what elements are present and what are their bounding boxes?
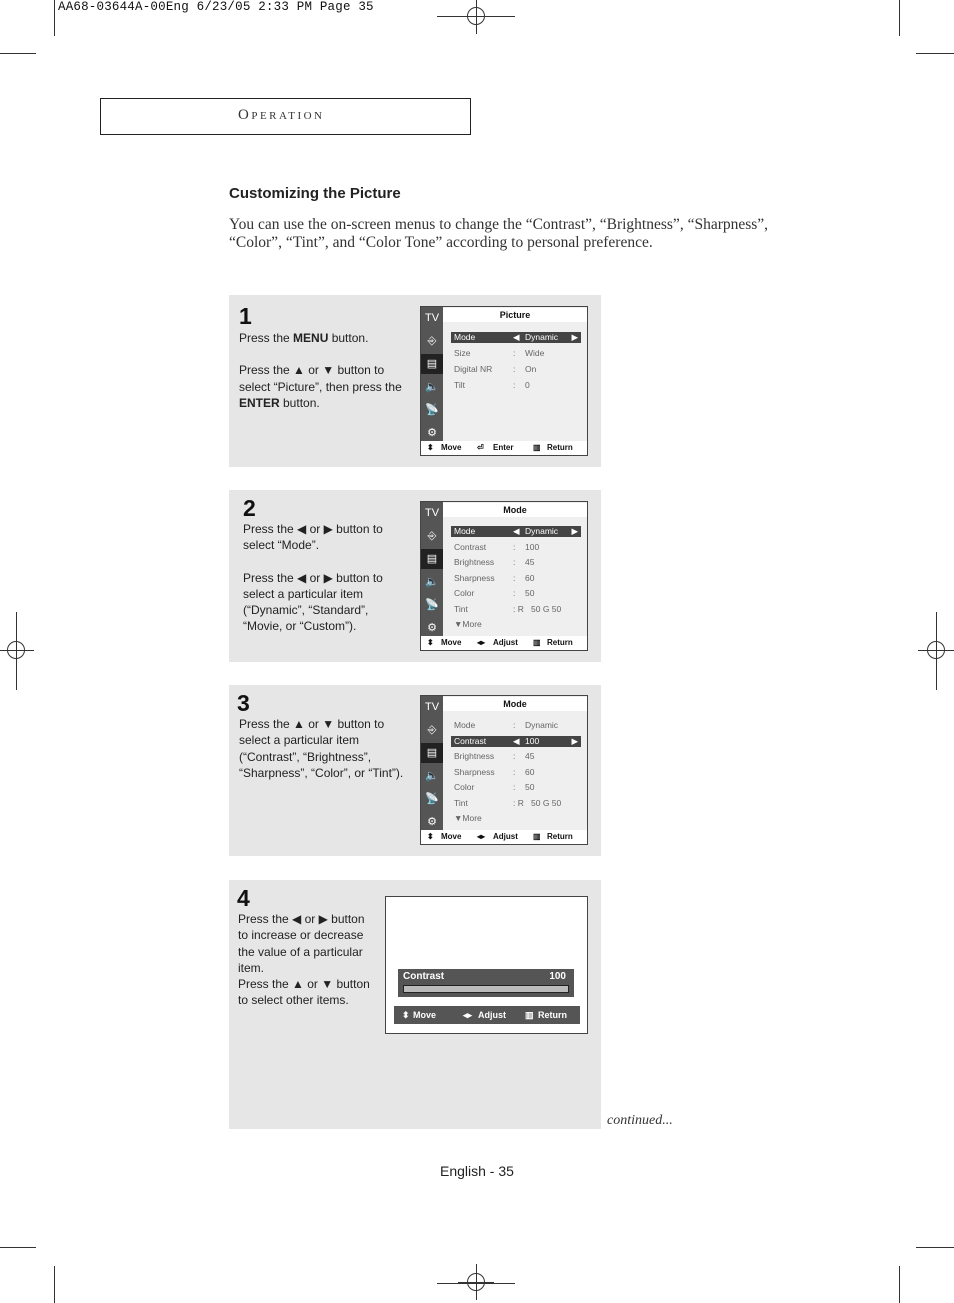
- input-icon: ⎆: [427, 530, 437, 542]
- step-1-panel: [229, 295, 601, 467]
- osd-menu-row: [451, 604, 581, 615]
- osd-row-label: Brightness: [454, 751, 495, 761]
- osd-menu-row: [451, 332, 581, 343]
- setup-icon: ⚙: [427, 622, 437, 634]
- osd-menu-row: [451, 380, 581, 391]
- osd-row-value: 0: [525, 380, 530, 390]
- move-icon: ⬍: [427, 638, 434, 647]
- osd-row-colon: :: [513, 751, 516, 761]
- tv-label: TV: [424, 507, 440, 519]
- osd-icon-column: [421, 696, 443, 830]
- step-number: 1: [239, 303, 252, 329]
- osd-footer: [421, 830, 587, 844]
- footer-move: Move: [441, 638, 462, 647]
- step-number: 2: [243, 495, 256, 521]
- osd-menu-row: [451, 619, 581, 630]
- osd-footer: [421, 636, 587, 650]
- osd-row-value: 50: [525, 782, 535, 792]
- osd-row-label: Mode: [454, 332, 476, 342]
- page-title: Customizing the Picture: [229, 185, 401, 202]
- footer-return: Return: [547, 638, 573, 647]
- osd-menu-title: Mode: [443, 503, 587, 517]
- osd-row-label: Digital NR: [454, 364, 493, 374]
- osd-menu-row: [451, 767, 581, 778]
- right-arrow-icon: ▶: [571, 526, 578, 536]
- osd-menu-row: [451, 751, 581, 762]
- picture-icon: ▤: [421, 549, 443, 569]
- contrast-bar-value: 100: [549, 971, 566, 982]
- osd-menu-row: [451, 798, 581, 809]
- osd-row-colon: : R: [513, 797, 524, 808]
- osd-mode-menu: [420, 695, 588, 845]
- footer-return: Return: [538, 1010, 567, 1020]
- crop-mark: [0, 53, 36, 54]
- crop-mark: [936, 612, 937, 690]
- osd-row-value: 100: [525, 541, 540, 552]
- osd-row-label: Contrast: [454, 541, 487, 552]
- osd-row-label: Mode: [454, 720, 476, 730]
- sound-icon: 🔈: [425, 576, 439, 588]
- contrast-bar-label: Contrast: [403, 971, 445, 982]
- osd-row-colon: :: [513, 348, 516, 358]
- osd-menu-row: [451, 736, 581, 747]
- osd-row-value: 45: [525, 557, 535, 567]
- osd-panel: [443, 502, 587, 636]
- osd-row-colon: :: [513, 380, 516, 390]
- picture-icon: ▤: [421, 354, 443, 374]
- osd-menu-title: Mode: [443, 697, 587, 711]
- left-arrow-icon: ◀: [513, 332, 520, 342]
- step-instructions: Press the MENU button. Press the ▲ or ▼ button to select “Picture”, then press the ENTER button.: [239, 331, 402, 410]
- osd-menu-row: [451, 542, 581, 553]
- osd-menu-row: [451, 364, 581, 375]
- move-icon: ⬍: [402, 1010, 410, 1020]
- osd-menu-row: [451, 573, 581, 584]
- osd-picture-menu: [420, 306, 588, 456]
- footer-adjust: Adjust: [478, 1010, 506, 1020]
- crop-mark: [899, 0, 900, 36]
- left-arrow-icon: ◀: [513, 526, 520, 536]
- section-title: Operation: [238, 107, 325, 123]
- page-number: English - 35: [440, 1163, 514, 1179]
- osd-row-label: ▼More: [454, 813, 482, 823]
- tv-label: TV: [424, 312, 440, 324]
- osd-row-value: 60: [525, 572, 535, 583]
- tv-label: TV: [424, 701, 440, 713]
- continued-note: continued...: [607, 1113, 673, 1128]
- return-icon: ▥: [525, 1010, 534, 1020]
- left-arrow-icon: ◀: [513, 735, 520, 746]
- crop-mark: [54, 0, 55, 36]
- osd-row-colon: : R: [513, 603, 524, 614]
- crop-mark: [916, 1247, 954, 1248]
- step-number: 4: [237, 885, 250, 911]
- print-slug: AA68-03644A-00Eng 6/23/05 2:33 PM Page 35: [58, 0, 374, 14]
- osd-row-colon: :: [513, 364, 516, 374]
- osd-row-label: ▼More: [454, 619, 482, 629]
- registration-mark: [0, 632, 34, 668]
- osd-panel: [443, 696, 587, 830]
- osd-menu-title: Picture: [443, 308, 587, 322]
- osd-row-value: Dynamic: [525, 526, 559, 536]
- osd-row-label: Tint: [454, 603, 468, 614]
- osd-row-value: 60: [525, 766, 535, 777]
- osd-contrast-adjust-screen: [385, 896, 588, 1034]
- input-icon: ⎆: [427, 724, 437, 736]
- intro-paragraph: You can use the on-screen menus to change the “Contrast”, “Brightness”, “Sharpness”, “Color”, “Tint”, and “Color Tone” according to personal preference.: [229, 216, 769, 251]
- osd-row-value: 100: [525, 735, 540, 746]
- osd-row-label: Sharpness: [454, 572, 495, 583]
- crop-mark: [0, 1247, 36, 1248]
- osd-row-colon: :: [513, 766, 516, 777]
- move-icon: ⬍: [427, 443, 434, 452]
- osd-menu-row: [451, 557, 581, 568]
- osd-menu-row: [451, 526, 581, 537]
- registration-mark: [458, 0, 494, 34]
- osd-row-colon: :: [513, 541, 516, 552]
- footer-second: Enter: [493, 443, 514, 452]
- osd-menu-row: [451, 720, 581, 731]
- channel-icon: 📡: [425, 404, 439, 416]
- footer-move: Move: [441, 443, 462, 452]
- crop-mark: [54, 1266, 55, 1303]
- osd-row-value: Dynamic: [525, 332, 559, 342]
- osd-menu-row: [451, 782, 581, 793]
- return-icon: ▥: [533, 832, 541, 841]
- osd-row-label: Color: [454, 782, 475, 792]
- right-arrow-icon: ▶: [571, 735, 578, 746]
- osd-row-label: Contrast: [454, 735, 487, 746]
- osd-row-colon: :: [513, 588, 516, 598]
- move-icon: ⬍: [427, 832, 434, 841]
- footer-second: Adjust: [493, 638, 518, 647]
- footer-move: Move: [413, 1010, 437, 1020]
- osd-menu-row: [451, 813, 581, 824]
- osd-footer: [421, 441, 587, 455]
- step-instructions: Press the ▲ or ▼ button to select a particular item (“Contrast”, “Brightness”, “Sharpness”, “Color”, or “Tint”).: [239, 717, 404, 780]
- registration-mark: [458, 1264, 494, 1300]
- footer-second: Adjust: [493, 832, 518, 841]
- step-2-panel: [229, 490, 601, 662]
- crop-mark: [899, 1266, 900, 1303]
- osd-mode-menu: [420, 501, 588, 651]
- osd-row-colon: :: [513, 572, 516, 583]
- return-icon: ▥: [533, 443, 541, 452]
- osd-row-value: 50 G 50: [531, 603, 562, 614]
- osd-row-label: Color: [454, 588, 475, 598]
- osd-row-colon: :: [513, 782, 516, 792]
- adjust-icon: ◂▸: [463, 1010, 473, 1020]
- osd-row-label: Tilt: [454, 380, 466, 390]
- picture-icon: ▤: [421, 743, 443, 763]
- osd-row-value: On: [525, 364, 537, 374]
- crop-mark: [437, 16, 515, 17]
- step-number: 3: [237, 690, 250, 716]
- step-instructions: Press the ◀ or ▶ button to select “Mode”. Press the ◀ or ▶ button to select a particular item (“Dynamic”, “Standard”, “Movie, or “Custom”).: [243, 522, 383, 634]
- setup-icon: ⚙: [427, 427, 437, 439]
- return-icon: ▥: [533, 638, 541, 647]
- osd-row-value: Wide: [525, 348, 545, 358]
- footer-return: Return: [547, 443, 573, 452]
- osd-footer: [394, 1006, 580, 1024]
- footer-move: Move: [441, 832, 462, 841]
- osd-row-label: Size: [454, 348, 471, 358]
- step-instructions: Press the ◀ or ▶ button to increase or decrease the value of a particular item. Press the ▲ or ▼ button to select other items.: [238, 912, 370, 1008]
- footer-return: Return: [547, 832, 573, 841]
- osd-icon-column: [421, 307, 443, 441]
- section-header: [100, 98, 471, 135]
- enter-adjust-icon: ◂▸: [477, 832, 486, 841]
- step-3-panel: [229, 685, 601, 856]
- channel-icon: 📡: [425, 599, 439, 611]
- crop-mark: [437, 1283, 515, 1284]
- contrast-slider-track: [403, 985, 569, 993]
- osd-row-colon: :: [513, 557, 516, 567]
- osd-icon-column: [421, 502, 443, 636]
- osd-menu-row: [451, 588, 581, 599]
- crop-mark: [916, 53, 954, 54]
- crop-mark: [16, 612, 17, 690]
- right-arrow-icon: ▶: [571, 332, 578, 342]
- osd-row-value: 50 G 50: [531, 797, 562, 808]
- osd-row-label: Sharpness: [454, 766, 495, 777]
- osd-row-colon: :: [513, 720, 516, 730]
- osd-menu-row: [451, 348, 581, 359]
- channel-icon: 📡: [425, 793, 439, 805]
- enter-adjust-icon: ⏎: [477, 443, 484, 452]
- osd-row-value: 45: [525, 751, 535, 761]
- sound-icon: 🔈: [425, 381, 439, 393]
- setup-icon: ⚙: [427, 816, 437, 828]
- osd-row-label: Mode: [454, 526, 476, 536]
- contrast-slider-fill: [404, 986, 568, 992]
- osd-row-label: Tint: [454, 797, 468, 808]
- contrast-bar: [398, 969, 574, 997]
- enter-adjust-icon: ◂▸: [477, 638, 486, 647]
- osd-row-label: Brightness: [454, 557, 495, 567]
- input-icon: ⎆: [427, 335, 437, 347]
- osd-row-value: 50: [525, 588, 535, 598]
- sound-icon: 🔈: [425, 770, 439, 782]
- osd-row-value: Dynamic: [525, 720, 559, 730]
